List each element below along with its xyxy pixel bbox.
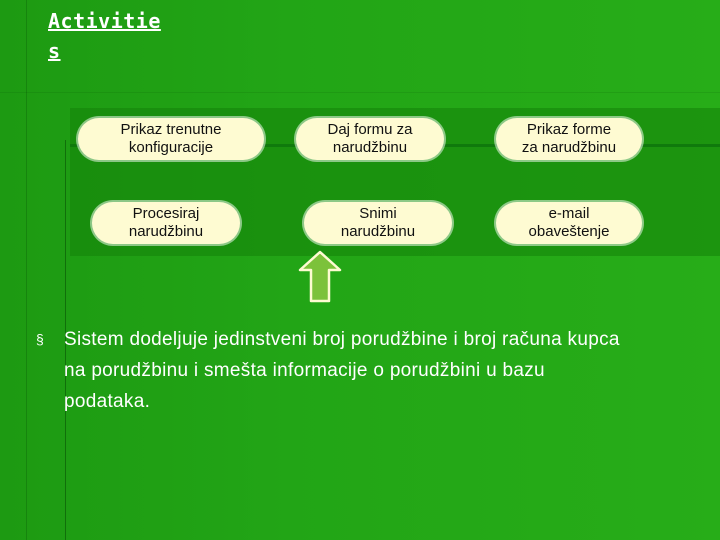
node-prikaz-forme xyxy=(496,118,642,160)
bullet-point xyxy=(36,324,626,417)
node-label: Procesiraj narudžbinu xyxy=(128,205,204,240)
node-email-obavestenje xyxy=(496,202,642,244)
bullet-marker: § xyxy=(36,331,45,347)
node-label: e-mail obaveštenje xyxy=(528,205,610,240)
slide-title: Activities xyxy=(48,9,161,63)
node-daj-formu xyxy=(296,118,444,160)
up-arrow-icon xyxy=(298,250,342,304)
node-label: Prikaz trenutne konfiguracije xyxy=(120,121,222,156)
node-snimi-narudzbinu xyxy=(304,202,452,244)
node-procesiraj-narudzbinu xyxy=(92,202,240,244)
template-line-top xyxy=(0,92,720,93)
bullet-text: Sistem dodeljuje jedinstveni broj porudžbine i broj računa kupca na porudžbinu i smešta informacije o porudžbini u bazu podataka. xyxy=(64,329,620,412)
node-label: Daj formu za narudžbinu xyxy=(327,121,413,156)
node-label: Prikaz forme za narudžbinu xyxy=(521,121,617,156)
up-arrow-shape xyxy=(300,252,340,301)
node-label: Snimi narudžbinu xyxy=(340,205,416,240)
node-prikaz-trenutne-konfiguracije xyxy=(78,118,264,160)
template-line-left xyxy=(26,0,27,540)
